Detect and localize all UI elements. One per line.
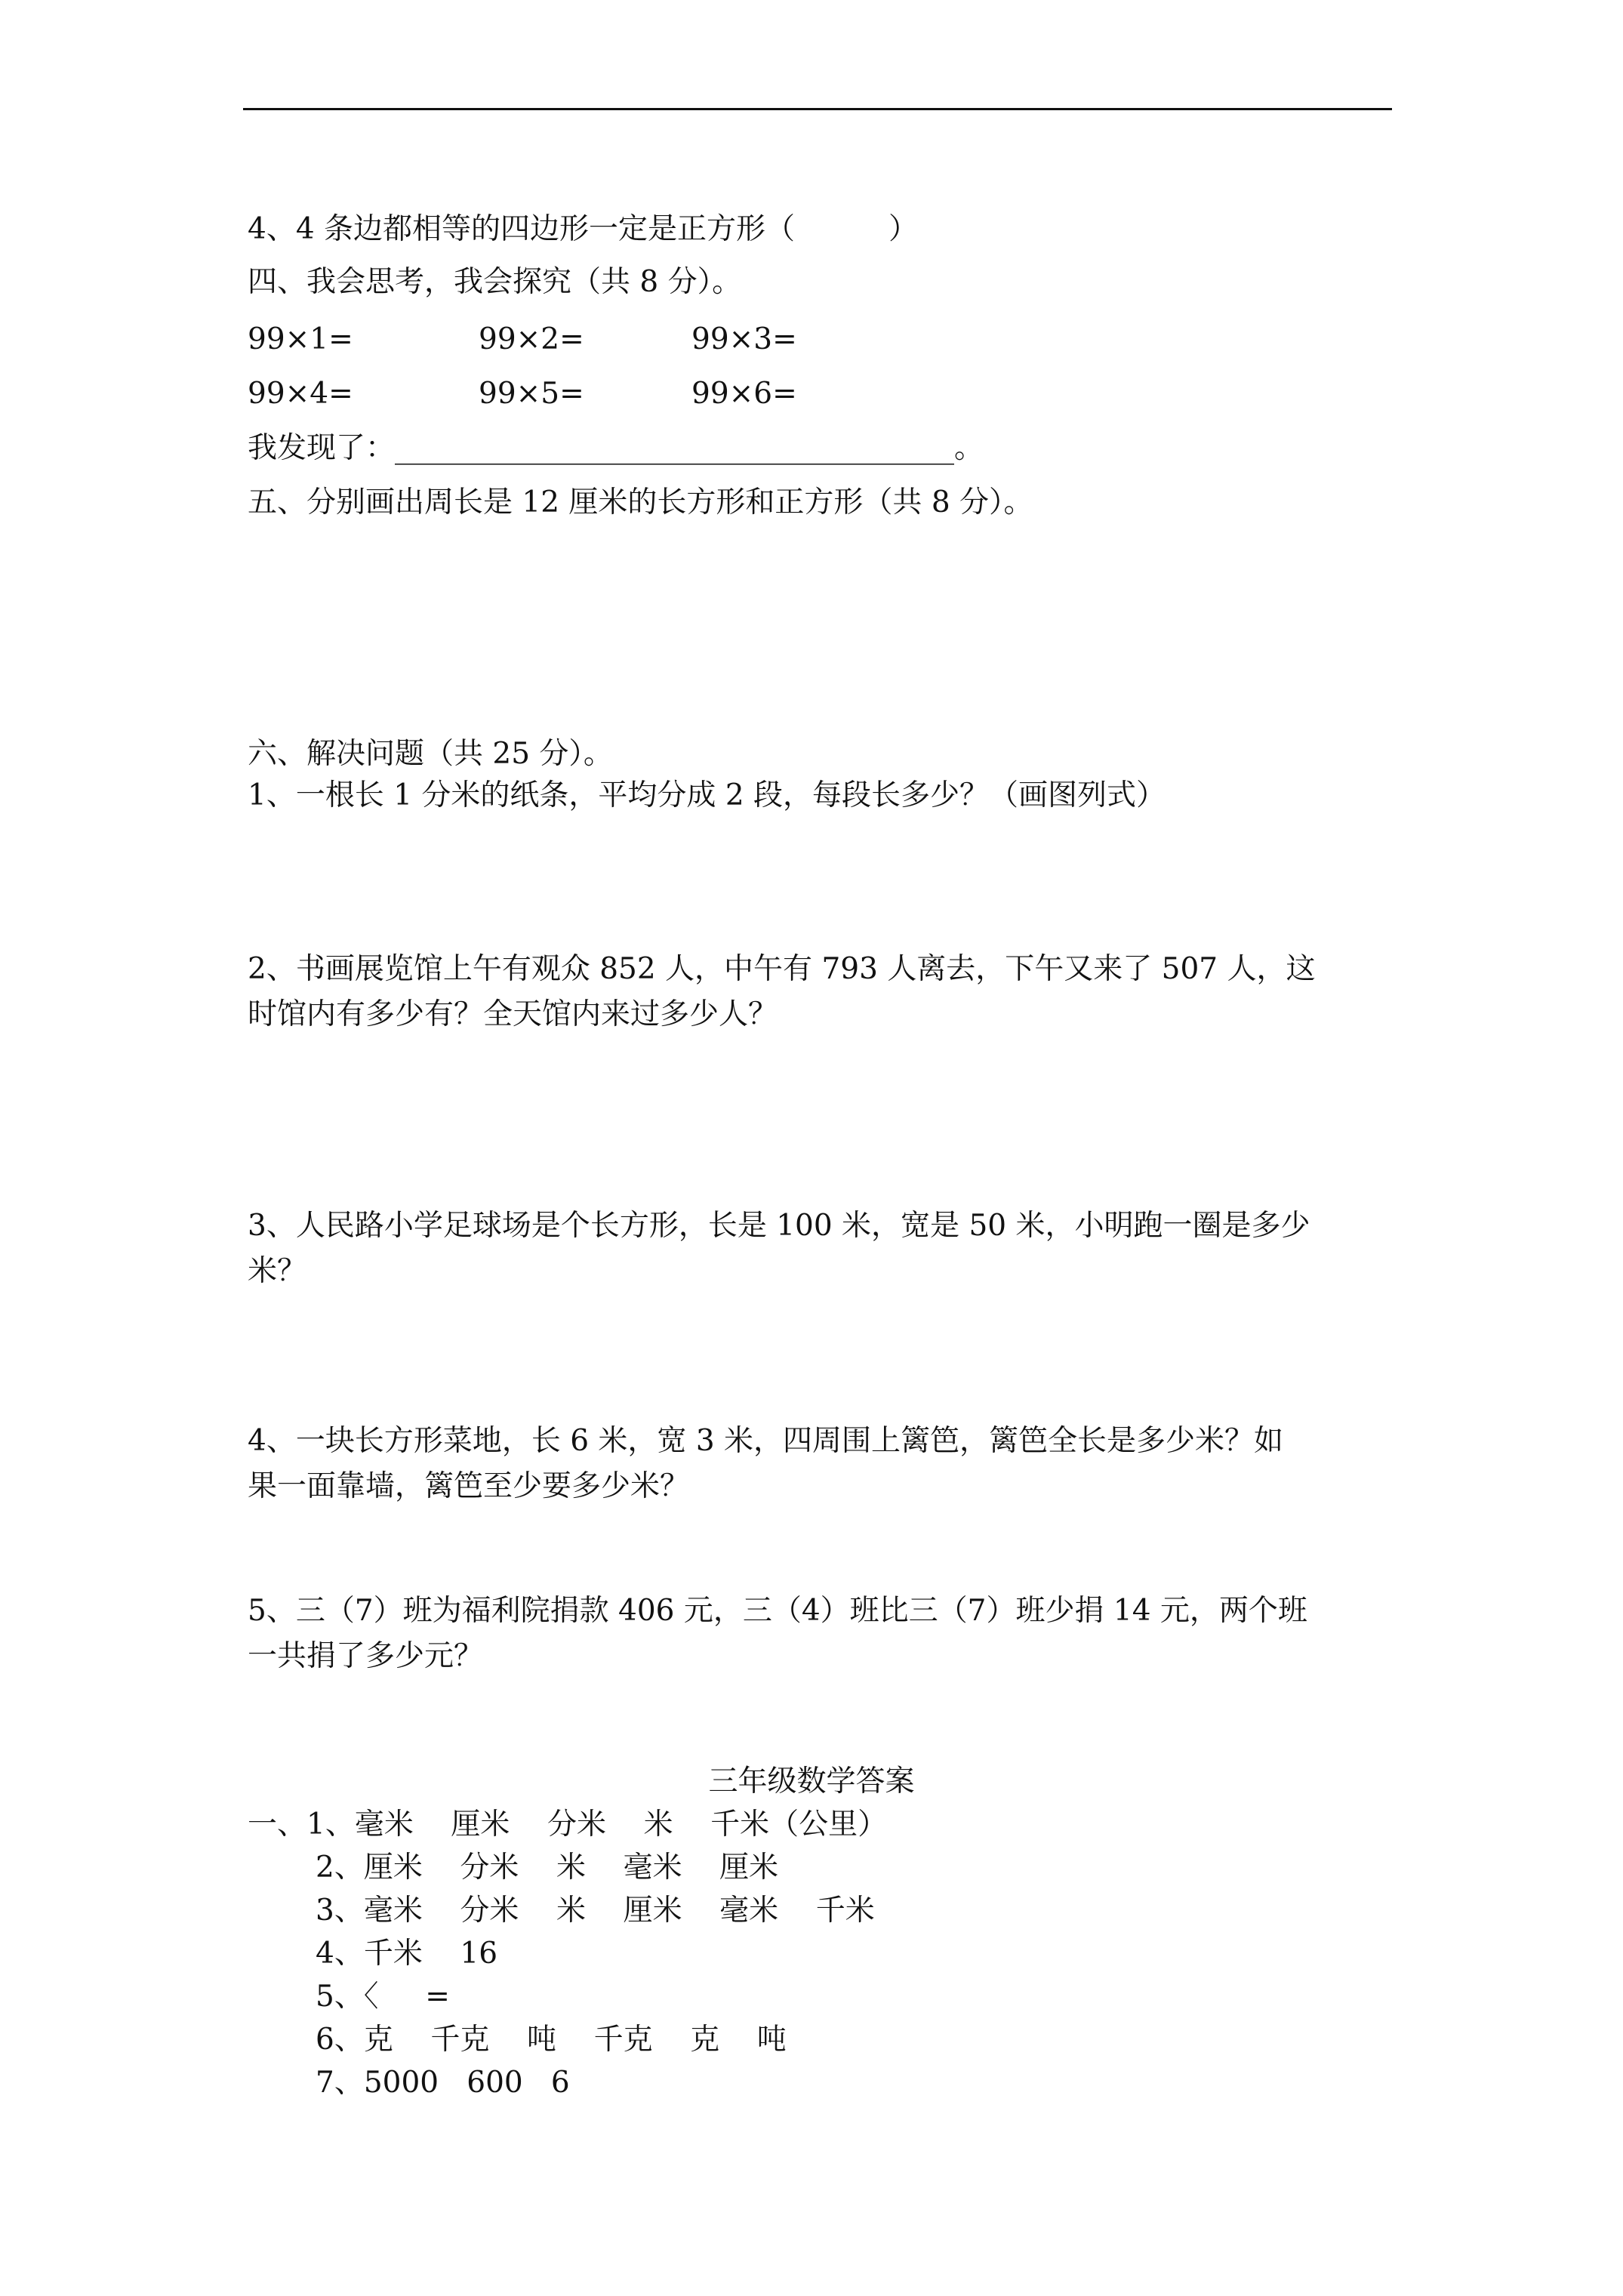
section-5-heading: 五、分别画出周长是 12 厘米的长方形和正方形（共 8 分）。 [248, 485, 1033, 519]
section-6-heading: 六、解决问题（共 25 分）。 [248, 737, 613, 771]
problem-3-line-1: 3、人民路小学足球场是个长方形，长是 100 米，宽是 50 米，小明跑一圈是多少 [248, 1209, 1310, 1243]
answer-line-5: 5、〈 = [316, 1980, 450, 2014]
problem-4-line-1: 4、一块长方形菜地，长 6 米，宽 3 米，四周围上篱笆，篱笆全长是多少米？如 [248, 1424, 1284, 1458]
answer-line-3: 3、毫米 分米 米 厘米 毫米 千米 [316, 1894, 875, 1928]
header-rule [243, 108, 1392, 110]
equation-99x4: 99×4= [248, 377, 353, 411]
equation-99x3: 99×3= [691, 322, 797, 356]
problem-2-line-2: 时馆内有多少有？全天馆内来过多少人？ [248, 997, 778, 1031]
problem-1: 1、一根长 1 分米的纸条，平均分成 2 段，每段长多少？（画图列式） [248, 778, 1166, 812]
problem-2-line-1: 2、书画展览馆上午有观众 852 人，中午有 793 人离去，下午又来了 507 人，这 [248, 952, 1316, 986]
problem-5-line-1: 5、三（7）班为福利院捐款 406 元，三（4）班比三（7）班少捐 14 元，两个班 [248, 1594, 1307, 1628]
equation-99x5: 99×5= [479, 377, 584, 411]
section-4-heading: 四、我会思考，我会探究（共 8 分）。 [248, 265, 742, 299]
problem-4-line-2: 果一面靠墙，篱笆至少要多少米？ [248, 1469, 690, 1503]
equation-99x2: 99×2= [479, 322, 584, 356]
answer-key-title: 三年级数学答案 [708, 1764, 915, 1798]
judge-question-4: 4、4 条边都相等的四边形一定是正方形（ ） [248, 212, 918, 246]
answer-line-6: 6、克 千克 吨 千克 克 吨 [316, 2023, 787, 2057]
equation-99x6: 99×6= [691, 377, 797, 411]
answer-line-2: 2、厘米 分米 米 毫米 厘米 [316, 1851, 779, 1885]
finding-line: 我发现了：______________________________________。 [248, 431, 984, 465]
problem-3-line-2: 米？ [248, 1254, 307, 1288]
problem-5-line-2: 一共捐了多少元？ [248, 1639, 484, 1673]
answer-line-1: 一、1、毫米 厘米 分米 米 千米（公里） [248, 1808, 888, 1841]
answer-line-7: 7、5000 600 6 [316, 2066, 570, 2100]
equation-99x1: 99×1= [248, 322, 353, 356]
answer-line-4: 4、千米 16 [316, 1937, 498, 1971]
